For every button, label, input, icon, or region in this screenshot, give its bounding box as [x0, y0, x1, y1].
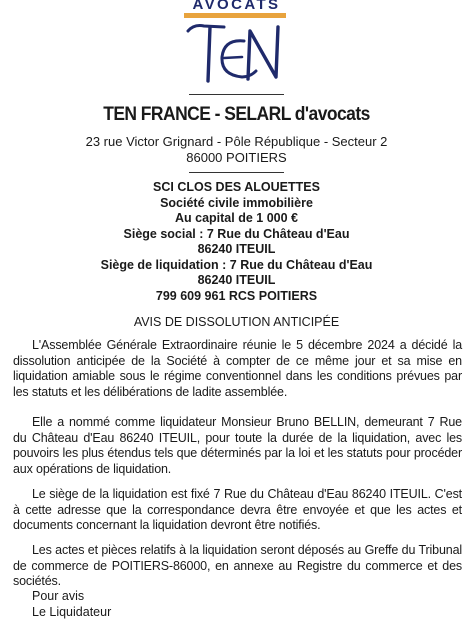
header-divider [189, 172, 284, 173]
company-form: Société civile immobilière [160, 195, 313, 210]
company-rcs: 799 609 961 RCS POITIERS [155, 288, 318, 303]
notice-paragraph-3: Le siège de la liquidation est fixé 7 Rue du Château d'Eau 86240 ITEUIL. C'est à cette adresse que la correspondance devra être envoyée et que les actes et documents concernant la liquidation devront être notifiés. [13, 487, 462, 532]
company-name: SCI CLOS DES ALOUETTES [153, 180, 320, 194]
company-liquidation-office: Siège de liquidation : 7 Rue du Château d'Eau [100, 257, 373, 272]
firm-address-line1: 23 rue Victor Grignard - Pôle République - Secteur 2 [85, 134, 388, 149]
notice-paragraph-4: Les actes et pièces relatifs à la liquidation seront déposés au Greffe du Tribunal de commerce de POITIERS-86000, en annexe au Registre du commerce et des sociétés. [13, 543, 462, 588]
logo-accent-bar [184, 13, 286, 18]
notice-paragraph-2: Elle a nommé comme liquidateur Monsieur Bruno BELLIN, demeurant 7 Rue du Château d'Eau 86240 ITEUIL, pour toute la durée de la liquidation, avec les pouvoirs les plus étendus tels que déterminés par la loi et les statuts pour procéder aux opérations de liquidation. [13, 415, 462, 476]
company-block [0, 180, 473, 304]
notice-title: AVIS DE DISSOLUTION ANTICIPÉE [133, 315, 340, 329]
company-registered-office-city: 86240 ITEUIL [197, 242, 276, 256]
firm-address-line2: 86000 POITIERS [186, 150, 287, 165]
closing-pour-avis: Pour avis [32, 589, 85, 603]
closing-signatory: Le Liquidateur [32, 604, 112, 619]
firm-name: TEN FRANCE - SELARL d'avocats [103, 104, 370, 125]
logo-divider [189, 94, 284, 95]
company-liquidation-office-city: 86240 ITEUIL [197, 273, 276, 287]
closing-block [32, 589, 111, 620]
company-registered-office: Siège social : 7 Rue du Château d'Eau [123, 226, 350, 241]
ten-monogram-logo [184, 19, 286, 91]
notice-paragraph-1: L'Assemblée Générale Extraordinaire réunie le 5 décembre 2024 a décidé la dissolution anticipée de la Société à compter de ce même jour et sa mise en liquidation amiable sous le régime conventionnel dans les conditions prévues par les statuts et les délibérations de ladite assemblée. [13, 338, 462, 399]
logo-wordmark: AVOCATS [192, 0, 281, 13]
company-capital: Au capital de 1 000 € [175, 211, 298, 225]
